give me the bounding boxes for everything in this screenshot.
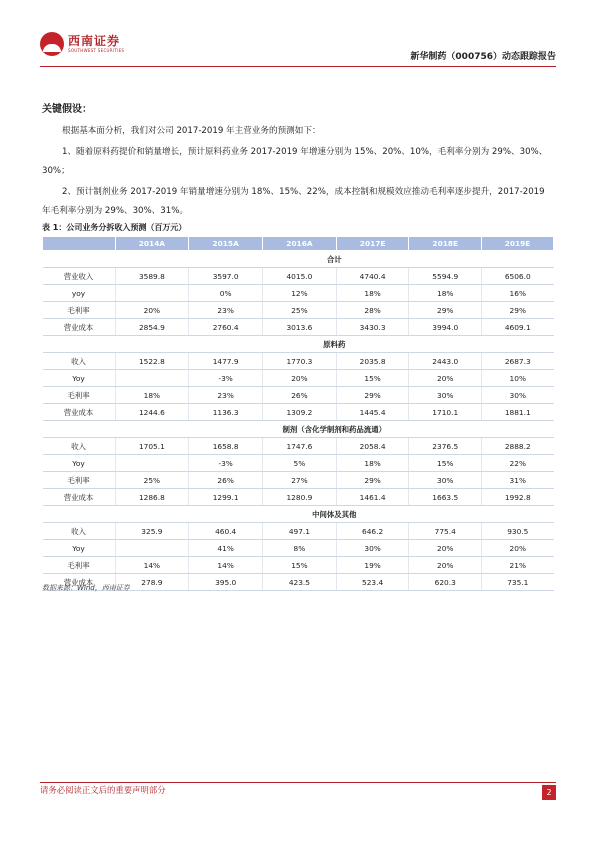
table-caption: 表 1：公司业务分拆收入预测（百万元）	[42, 223, 187, 232]
table-cell: 1299.1	[189, 489, 263, 506]
table-cell: 14%	[189, 557, 263, 574]
section-title: 关键假设：	[42, 104, 92, 115]
table-cell: 23%	[189, 387, 263, 404]
table-cell: 25%	[115, 472, 189, 489]
table-cell: 1286.8	[115, 489, 189, 506]
table-cell: 2443.0	[409, 353, 482, 370]
table-cell: 1663.5	[409, 489, 482, 506]
table-cell: 523.4	[336, 574, 409, 591]
table-cell: 28%	[336, 302, 409, 319]
table-cell: 3994.0	[409, 319, 482, 336]
table-cell: 20%	[409, 557, 482, 574]
table-row-label: 营业成本	[43, 404, 116, 421]
table-cell: 3597.0	[189, 268, 263, 285]
table-cell: 8%	[263, 540, 337, 557]
table-header-cell: 2019E	[482, 237, 554, 251]
table-cell: 30%	[336, 540, 409, 557]
table-row	[43, 387, 554, 404]
table-cell: 278.9	[115, 574, 189, 591]
table-row	[43, 472, 554, 489]
table-cell: 1705.1	[115, 438, 189, 455]
table-cell: 3430.3	[336, 319, 409, 336]
table-section-row	[43, 421, 554, 438]
table-row-label: 毛利率	[43, 302, 116, 319]
table-cell: 2854.9	[115, 319, 189, 336]
table-header-cell: 2017E	[336, 237, 409, 251]
table-header-cell	[43, 237, 116, 251]
table-row	[43, 319, 554, 336]
table-cell: 1710.1	[409, 404, 482, 421]
table-cell: 1522.8	[115, 353, 189, 370]
table-cell: 646.2	[336, 523, 409, 540]
table-row-label: 毛利率	[43, 387, 116, 404]
table-cell: 735.1	[482, 574, 554, 591]
table-cell: 930.5	[482, 523, 554, 540]
table-cell: 21%	[482, 557, 554, 574]
page-header	[40, 30, 556, 67]
table-cell: 6506.0	[482, 268, 554, 285]
report-title: 新华制药（000756）动态跟踪报告	[410, 52, 556, 62]
table-cell: 29%	[336, 387, 409, 404]
table-cell: 1477.9	[189, 353, 263, 370]
table-section-row	[43, 506, 554, 523]
paragraph-formulation-assumption: 2、预计制剂业务 2017-2019 年销量增速分别为 18%、15%、22%，成本控制和规模效应推动毛利率逐步提升，2017-2019 年毛利率分别为 29%、30%、31%。	[42, 187, 545, 216]
table-row-label: yoy	[43, 285, 116, 302]
table-row	[43, 557, 554, 574]
table-cell: 3589.8	[115, 268, 189, 285]
table-cell: 423.5	[263, 574, 337, 591]
table-cell: 15%	[336, 370, 409, 387]
table-cell: 4609.1	[482, 319, 554, 336]
table-row-label: 毛利率	[43, 472, 116, 489]
table-cell: 1445.4	[336, 404, 409, 421]
table-row-label: 收入	[43, 438, 116, 455]
paragraph-intro: 根据基本面分析，我们对公司 2017-2019 年主营业务的预测如下：	[62, 126, 321, 136]
table-cell: 2760.4	[189, 319, 263, 336]
logo-name-cn: 西南证券	[68, 33, 121, 48]
table-cell: 15%	[263, 557, 337, 574]
table-cell: 2888.2	[482, 438, 554, 455]
table-cell: 1309.2	[263, 404, 337, 421]
table-row-label: 毛利率	[43, 557, 116, 574]
table-row	[43, 540, 554, 557]
table-cell: 16%	[482, 285, 554, 302]
table-cell	[43, 336, 116, 353]
table-cell: 15%	[409, 455, 482, 472]
table-cell: 2376.5	[409, 438, 482, 455]
table-cell: 1881.1	[482, 404, 554, 421]
table-cell: 30%	[482, 387, 554, 404]
table-row-label: 收入	[43, 523, 116, 540]
table-cell	[115, 540, 189, 557]
table-cell: 29%	[409, 302, 482, 319]
table-cell: 2687.3	[482, 353, 554, 370]
table-row-label: 营业收入	[43, 268, 116, 285]
table-row-label: 收入	[43, 353, 116, 370]
table-header-cell: 2018E	[409, 237, 482, 251]
forecast-table	[42, 236, 554, 591]
table-row	[43, 353, 554, 370]
table-header-cell: 2015A	[189, 237, 263, 251]
table-row-label: 营业成本	[43, 319, 116, 336]
table-cell: 14%	[115, 557, 189, 574]
table-header-cell: 2016A	[263, 237, 337, 251]
table-body	[43, 251, 554, 591]
table-cell: 27%	[263, 472, 337, 489]
table-cell: 12%	[263, 285, 337, 302]
table-cell	[115, 455, 189, 472]
table-cell: 29%	[482, 302, 554, 319]
table-cell: 395.0	[189, 574, 263, 591]
table-cell: 25%	[263, 302, 337, 319]
table-cell: -3%	[189, 370, 263, 387]
table-row	[43, 489, 554, 506]
logo-name-en: SOUTHWEST SECURITIES	[68, 47, 125, 53]
table-cell: 4015.0	[263, 268, 337, 285]
table-cell: 23%	[189, 302, 263, 319]
table-cell: 1992.8	[482, 489, 554, 506]
table-cell: 20%	[115, 302, 189, 319]
table-section-row	[43, 336, 554, 353]
table-row	[43, 268, 554, 285]
table-cell: 497.1	[263, 523, 337, 540]
table-row-label: Yoy	[43, 455, 116, 472]
table-cell: 30%	[409, 387, 482, 404]
company-logo	[40, 32, 124, 56]
table-cell: 1244.6	[115, 404, 189, 421]
page-number: 2	[542, 785, 556, 800]
table-cell: 18%	[336, 455, 409, 472]
table-cell: 20%	[409, 370, 482, 387]
disclaimer-notice: 请务必阅读正文后的重要声明部分	[40, 785, 166, 795]
table-cell: 4740.4	[336, 268, 409, 285]
table-cell: 775.4	[409, 523, 482, 540]
table-header-row	[43, 237, 554, 251]
table-cell: 2058.4	[336, 438, 409, 455]
table-cell: 460.4	[189, 523, 263, 540]
table-row	[43, 404, 554, 421]
table-row-label: Yoy	[43, 370, 116, 387]
table-row-label: 营业成本	[43, 489, 116, 506]
table-cell	[115, 370, 189, 387]
table-cell: 0%	[189, 285, 263, 302]
table-header-cell: 2014A	[115, 237, 189, 251]
table-cell: 19%	[336, 557, 409, 574]
table-row	[43, 523, 554, 540]
table-cell: 325.9	[115, 523, 189, 540]
table-cell: 20%	[263, 370, 337, 387]
table-row	[43, 285, 554, 302]
table-cell: 2035.8	[336, 353, 409, 370]
table-cell	[43, 251, 116, 268]
table-cell: 26%	[189, 472, 263, 489]
table-row	[43, 455, 554, 472]
table-cell: 29%	[336, 472, 409, 489]
table-cell: 1136.3	[189, 404, 263, 421]
table-section-title: 中间体及其他	[115, 506, 554, 523]
table-section-title: 制剂（含化学制剂和药品流通）	[115, 421, 554, 438]
table-row-label: Yoy	[43, 540, 116, 557]
table-cell: -3%	[189, 455, 263, 472]
table-cell: 18%	[115, 387, 189, 404]
page-footer	[40, 782, 556, 801]
table-row	[43, 370, 554, 387]
table-section-title: 原料药	[115, 336, 554, 353]
logo-icon	[40, 32, 64, 56]
table-cell: 18%	[336, 285, 409, 302]
table-cell: 41%	[189, 540, 263, 557]
table-cell: 20%	[409, 540, 482, 557]
table-cell: 31%	[482, 472, 554, 489]
table-row-label: 营业成本	[43, 574, 116, 591]
table-section-row	[43, 251, 554, 268]
paragraph-api-assumption: 1、随着原料药提价和销量增长，预计原料药业务 2017-2019 年增速分别为 15%、20%、10%，毛利率分别为 29%、30%、30%；	[42, 147, 548, 176]
table-cell: 5%	[263, 455, 337, 472]
table-cell: 30%	[409, 472, 482, 489]
table-cell: 22%	[482, 455, 554, 472]
table-section-title: 合计	[115, 251, 554, 268]
table-cell: 620.3	[409, 574, 482, 591]
table-cell: 26%	[263, 387, 337, 404]
table-cell	[115, 285, 189, 302]
table-cell: 1658.8	[189, 438, 263, 455]
table-row	[43, 302, 554, 319]
table-cell: 20%	[482, 540, 554, 557]
table-cell: 3013.6	[263, 319, 337, 336]
table-cell	[43, 506, 116, 523]
table-cell: 1461.4	[336, 489, 409, 506]
table-cell: 18%	[409, 285, 482, 302]
table-cell: 1770.3	[263, 353, 337, 370]
table-cell: 5594.9	[409, 268, 482, 285]
table-cell: 1280.9	[263, 489, 337, 506]
table-cell	[43, 421, 116, 438]
table-cell: 1747.6	[263, 438, 337, 455]
data-source: 数据来源：Wind，西南证券	[42, 584, 130, 592]
table-row	[43, 438, 554, 455]
table-cell: 10%	[482, 370, 554, 387]
